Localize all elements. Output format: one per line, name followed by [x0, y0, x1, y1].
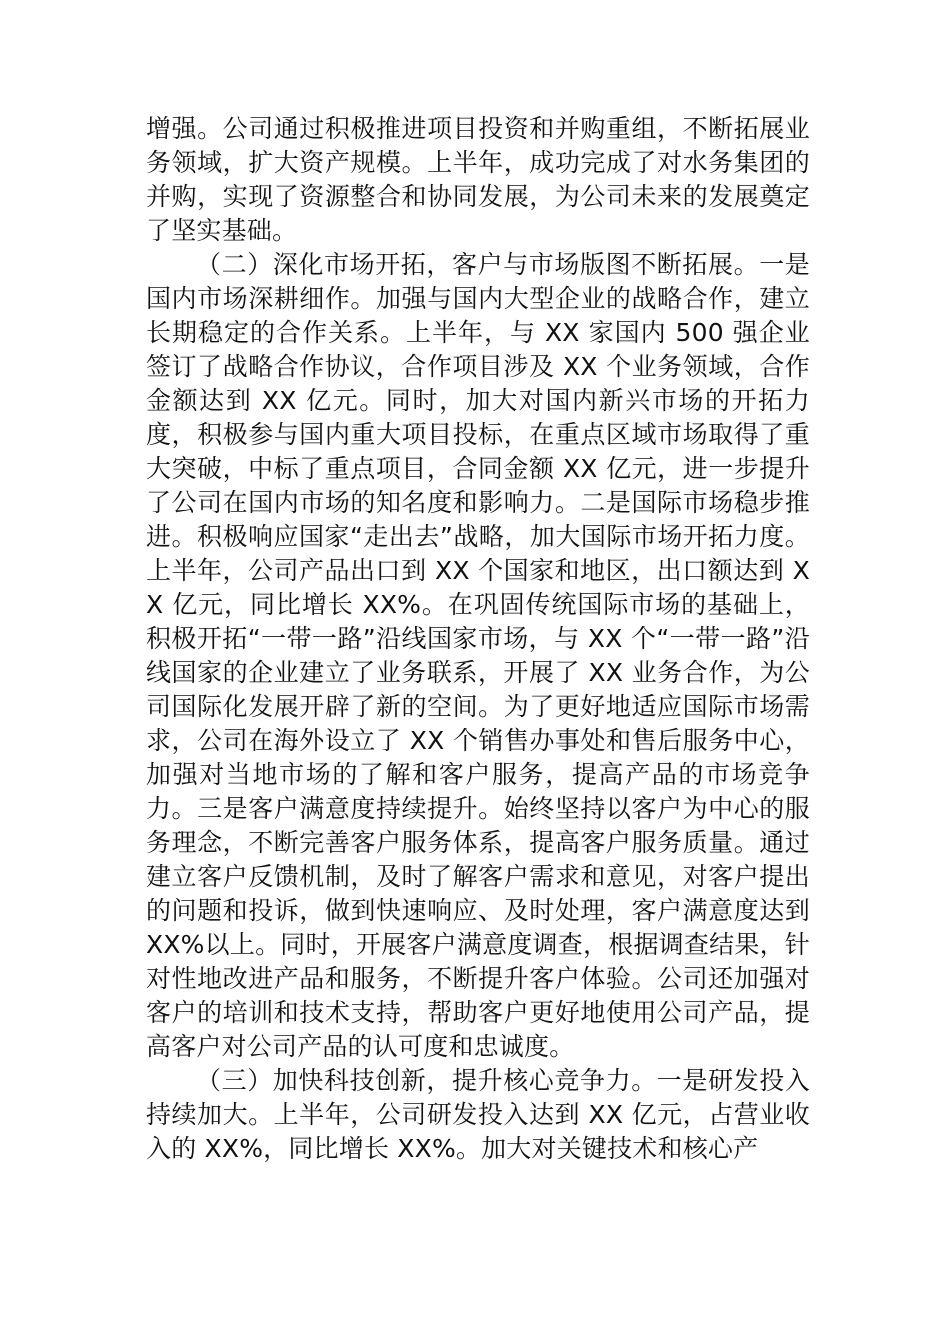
paragraph-market-expansion: （二）深化市场开拓，客户与市场版图不断拓展。一是国内市场深耕细作。加强与国内大型企业的战略合作，建立长期稳定的合作关系。上半年，与 XX 家国内 500 强企业签订了战略合作协议，合作项目涉及 XX 个业务领域，合作金额达到 XX 亿元。同时，加大对国内新兴市场的开拓力度，积极参与国内重大项目投标，在重点区域市场取得了重大突破，中标了重点项目，合同金额 XX 亿元，进一步提升了公司在国内市场的知名度和影响力。二是国际市场稳步推进。积极响应国家“走出去”战略，加大国际市场开拓力度。上半年，公司产品出口到 XX 个国家和地区，出口额达到 XX 亿元，同比增长 XX%。在巩固传统国际市场的基础上，积极开拓“一带一路”沿线国家市场，与 XX 个“一带一路”沿线国家的企业建立了业务联系，开展了 XX 业务合作，为公司国际化发展开辟了新的空间。为了更好地适应国际市场需求，公司在海外设立了 XX 个销售办事处和售后服务中心，加强对当地市场的了解和客户服务，提高产品的市场竞争力。三是客户满意度持续提升。始终坚持以客户为中心的服务理念，不断完善客户服务体系，提高客户服务质量。通过建立客户反馈机制，及时了解客户需求和意见，对客户提出的问题和投诉，做到快速响应、及时处理，客户满意度达到 XX%以上。同时，开展客户满意度调查，根据调查结果，针对性地改进产品和服务，不断提升客户体验。公司还加强对客户的培训和技术支持，帮助客户更好地使用公司产品，提高客户对公司产品的认可度和忠诚度。: [146, 250, 810, 1061]
document-body: [146, 112, 810, 1166]
paragraph-tech-innovation: （三）加快科技创新，提升核心竞争力。一是研发投入持续加大。上半年，公司研发投入达到 XX 亿元，占营业收入的 XX%，同比增长 XX%。加大对关键技术和核心产: [146, 1066, 810, 1163]
paragraph-continuation: 增强。公司通过积极推进项目投资和并购重组，不断拓展业务领域，扩大资产规模。上半年，成功完成了对水务集团的并购，实现了资源整合和协同发展，为公司未来的发展奠定了坚实基础。: [146, 114, 810, 245]
